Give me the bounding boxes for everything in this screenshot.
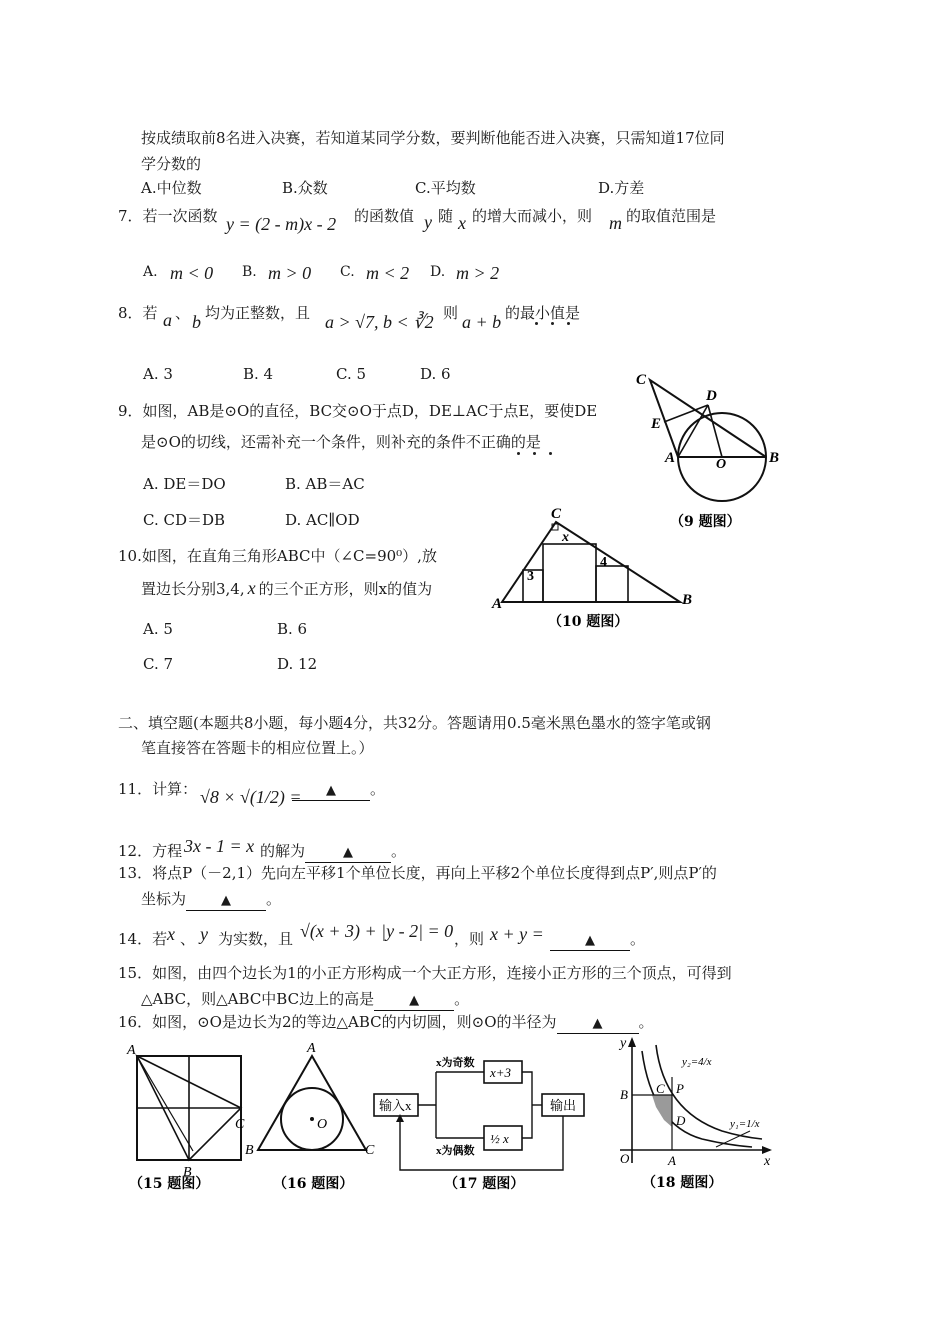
fig10-label-b: B: [682, 592, 693, 608]
fig10-label-4: 4: [600, 555, 607, 570]
q8-option-b: B. 4: [243, 365, 274, 383]
q14-answer: [550, 929, 645, 951]
fig17-loop: [400, 1116, 563, 1170]
q14-condition: √(x + 3) + |y - 2| = 0: [300, 921, 454, 941]
figure-16: [243, 1042, 383, 1202]
q7-option-b-label: B.: [242, 264, 257, 280]
fig10-label-a: A: [492, 596, 503, 612]
q12-end: 。: [391, 842, 407, 860]
fig18-label-o: O: [620, 1151, 630, 1166]
q13-line1: 13．将点P（－2,1）先向左平移1个单位长度，再向上平移2个单位长度得到点P′,则点P′的: [118, 864, 717, 882]
q8-text-b: 均为正整数，且: [205, 304, 311, 322]
fig9-label-c: C: [636, 372, 647, 388]
q11-end: 。: [370, 780, 386, 798]
q7-var-m: m: [609, 213, 622, 233]
q9-option-b: B. AB＝AC: [285, 475, 365, 493]
q15-line2-text: △ABC，则△ABC中BC边上的高是: [141, 990, 375, 1008]
q6-option-d: D.方差: [598, 179, 645, 197]
q10-option-c: C. 7: [143, 655, 174, 673]
fig16-triangle: [258, 1056, 366, 1150]
fig18-label-d: D: [676, 1113, 686, 1128]
q6-option-a: A.中位数: [141, 179, 202, 197]
q7-var-y: y: [424, 212, 432, 232]
q12-text-a: 12．方程: [118, 842, 183, 860]
q10-option-a: A. 5: [143, 620, 173, 638]
fig18-caption: （18 题图）: [642, 1175, 723, 1191]
q9-option-c: C. CD＝DB: [143, 511, 226, 529]
fig9-label-o: O: [716, 457, 727, 472]
q7-option-c-math: m < 2: [366, 263, 410, 283]
q7-option-c-label: C.: [340, 264, 355, 280]
q10-line2-a: 置边长分别3,4,: [141, 580, 245, 598]
q9-option-d: D. AC∥OD: [285, 511, 360, 529]
fig17-half: ½ x: [490, 1131, 509, 1146]
q8-var-a: a: [163, 310, 172, 330]
q8-text-d: 的最小值是: [505, 304, 581, 322]
fig17-odd: x为奇数: [436, 1057, 475, 1069]
q7-option-a-label: A.: [143, 264, 158, 280]
q12-text-b: 的解为: [260, 842, 306, 860]
fig17-input: 输入x: [379, 1098, 412, 1113]
q15-line2: [141, 989, 469, 1011]
q6-line1: 按成绩取前8名进入决赛，若知道某同学分数，要判断他能否进入决赛，只需知道17位同: [141, 129, 725, 147]
fig16-label-b: B: [245, 1143, 254, 1158]
emphasis-dot: [517, 452, 520, 455]
answer-blank: ▲: [292, 782, 370, 801]
fig18-y-arrow: [628, 1037, 636, 1047]
q7-text-b: 的函数值: [354, 207, 415, 225]
q9-line1: 9．如图，AB是⊙O的直径，BC交⊙O于点D，DE⊥AC于点E，要使DE: [118, 402, 598, 420]
q8-number: 8．: [118, 304, 143, 322]
q8-var-b: b: [192, 312, 201, 332]
q15-end: 。: [454, 990, 470, 1008]
q8-option-d: D. 6: [420, 365, 451, 383]
fig9-label-d: D: [706, 388, 717, 404]
figure-15: [125, 1042, 255, 1202]
q10-line1: 10.如图，在直角三角形ABC中（∠C=90⁰）,放: [118, 547, 437, 565]
q14-var-y: y: [200, 924, 208, 944]
fig17-loop-arrowhead: [396, 1114, 404, 1122]
fig18-label-y: y: [620, 1036, 627, 1051]
fig16-caption: （16 题图）: [273, 1176, 354, 1192]
fig17-output: 输出: [550, 1098, 577, 1113]
q8-text-c: 则: [443, 304, 459, 322]
fig10-square-4: [596, 566, 628, 602]
q6-option-c: C.平均数: [415, 179, 476, 197]
fig17-merge: [522, 1072, 532, 1138]
figure-18: [612, 1035, 782, 1195]
q8-expr: a + b: [462, 312, 502, 332]
fig10-caption: （10 题图）: [548, 614, 629, 630]
fig10-triangle: [502, 522, 680, 602]
q11-text: 11．计算：: [118, 780, 198, 798]
q8-condition: a > √7, b < ∛2: [325, 312, 434, 332]
fig18-label-b: B: [620, 1087, 628, 1102]
fig9-label-e: E: [651, 416, 662, 432]
figure-10: [490, 500, 705, 635]
q9-line2: 是⊙O的切线，还需补充一个条件，则补充的条件不正确的是: [141, 433, 541, 451]
fig15-label-c: C: [235, 1117, 245, 1132]
q13-line2-text: 坐标为: [141, 890, 187, 908]
fig17-caption: （17 题图）: [444, 1176, 525, 1192]
answer-blank: ▲: [305, 844, 391, 863]
fig18-label-p: P: [676, 1081, 684, 1096]
q7-text-a: 若一次函数: [142, 207, 218, 225]
q7-text-c: 随: [438, 207, 454, 225]
q14-expr: x + y =: [490, 924, 544, 944]
q10-option-d: D. 12: [277, 655, 318, 673]
fig15-label-b: B: [183, 1165, 192, 1180]
q10-option-b: B. 6: [277, 620, 308, 638]
answer-blank: ▲: [550, 932, 630, 951]
q14-end: 。: [630, 930, 646, 948]
fig9-ad: [678, 405, 708, 457]
fig10-label-3: 3: [527, 569, 534, 584]
q16-line: [118, 1012, 654, 1034]
q7-var-x: x: [458, 213, 466, 233]
q8-option-a: A. 3: [143, 365, 173, 383]
q11-expr: √8 × √(1/2) =: [200, 787, 302, 807]
fig17-plus3: x+3: [490, 1065, 512, 1080]
q13-end: 。: [266, 890, 282, 908]
q8-text-a: 若: [142, 304, 158, 322]
emphasis-dot: [567, 322, 570, 325]
fig17-even: x为偶数: [436, 1145, 475, 1157]
q14-text-a: 14．若: [118, 930, 168, 948]
fig18-x-arrow: [762, 1146, 772, 1154]
fig18-label-c: C: [656, 1081, 665, 1096]
answer-blank: ▲: [186, 892, 266, 911]
emphasis-dot: [533, 452, 536, 455]
q13-line2: [141, 889, 281, 911]
q16-end: 。: [638, 1013, 654, 1031]
q7-text-e: 的取值范围是: [626, 207, 717, 225]
fig9-label-a: A: [665, 450, 676, 466]
q7-option-b-math: m > 0: [268, 263, 312, 283]
q15-line1: 15．如图，由四个边长为1的小正方形构成一个大正方形，连接小正方形的三个顶点，可得到: [118, 964, 732, 982]
emphasis-dot: [551, 322, 554, 325]
fig10-square-x: [543, 544, 596, 602]
fig10-label-c: C: [551, 506, 562, 522]
q14-text-c: ，则: [454, 930, 485, 948]
fig16-label-o: O: [317, 1117, 328, 1132]
fig16-center-dot: [310, 1117, 314, 1121]
section2-line1: 二、填空题(本题共8小题，每小题4分，共32分。答题请用0.5毫米黑色墨水的签字笔或钢: [118, 714, 711, 732]
fig18-shaded-region: [652, 1095, 672, 1127]
q8-sep: 、: [175, 304, 191, 322]
q12-equation: 3x - 1 = x: [184, 836, 255, 856]
q7-option-d-label: D.: [430, 264, 446, 280]
q7-number: 7．: [118, 207, 143, 225]
emphasis-dot: [549, 452, 552, 455]
q14-text-b: 为实数，且: [218, 930, 294, 948]
q6-line2: 学分数的: [141, 155, 202, 173]
figure-17: [372, 1042, 592, 1202]
fig16-label-c: C: [365, 1143, 375, 1158]
q10-line2-b: 的三个正方形，则x的值为: [258, 580, 433, 598]
section2-line2: 笔直接答在答题卡的相应位置上。）: [141, 739, 374, 757]
q6-option-b: B.众数: [282, 179, 328, 197]
fig9-caption: （9 题图）: [670, 514, 741, 530]
q7-stem: [118, 206, 218, 226]
fig15-label-a: A: [127, 1043, 136, 1058]
q14-var-x: x: [167, 924, 175, 944]
emphasis-dot: [535, 322, 538, 325]
fig9-label-b: B: [769, 450, 780, 466]
q7-formula: y = (2 - m)x - 2: [226, 214, 337, 234]
q8-option-c: C. 5: [336, 365, 367, 383]
fig18-label-x: x: [764, 1154, 771, 1169]
fig18-label-a: A: [668, 1153, 676, 1168]
q12-answer: [260, 841, 406, 863]
q9-option-a: A. DE＝DO: [143, 475, 226, 493]
answer-blank: ▲: [557, 1015, 639, 1034]
fig18-y2-label: y₂=4/x: [682, 1056, 712, 1068]
q16-text: 16．如图，⊙O是边长为2的等边△ABC的内切圆，则⊙O的半径为: [118, 1013, 557, 1031]
q14-sep: 、: [180, 930, 196, 948]
fig15-caption: （15 题图）: [129, 1176, 210, 1192]
q11-answer: [292, 779, 385, 801]
q7-text-d: 的增大而减小，则: [472, 207, 593, 225]
fig10-label-x: x: [562, 530, 569, 545]
q8-stem: [118, 303, 158, 323]
q7-option-a-math: m < 0: [170, 263, 214, 283]
q10-line2: [141, 578, 432, 599]
fig16-label-a: A: [307, 1041, 316, 1056]
q7-option-d-math: m > 2: [456, 263, 500, 283]
q10-var-x: x: [247, 578, 256, 598]
fig18-y1-label: y₁=1/x: [730, 1118, 760, 1130]
answer-blank: ▲: [374, 992, 454, 1011]
